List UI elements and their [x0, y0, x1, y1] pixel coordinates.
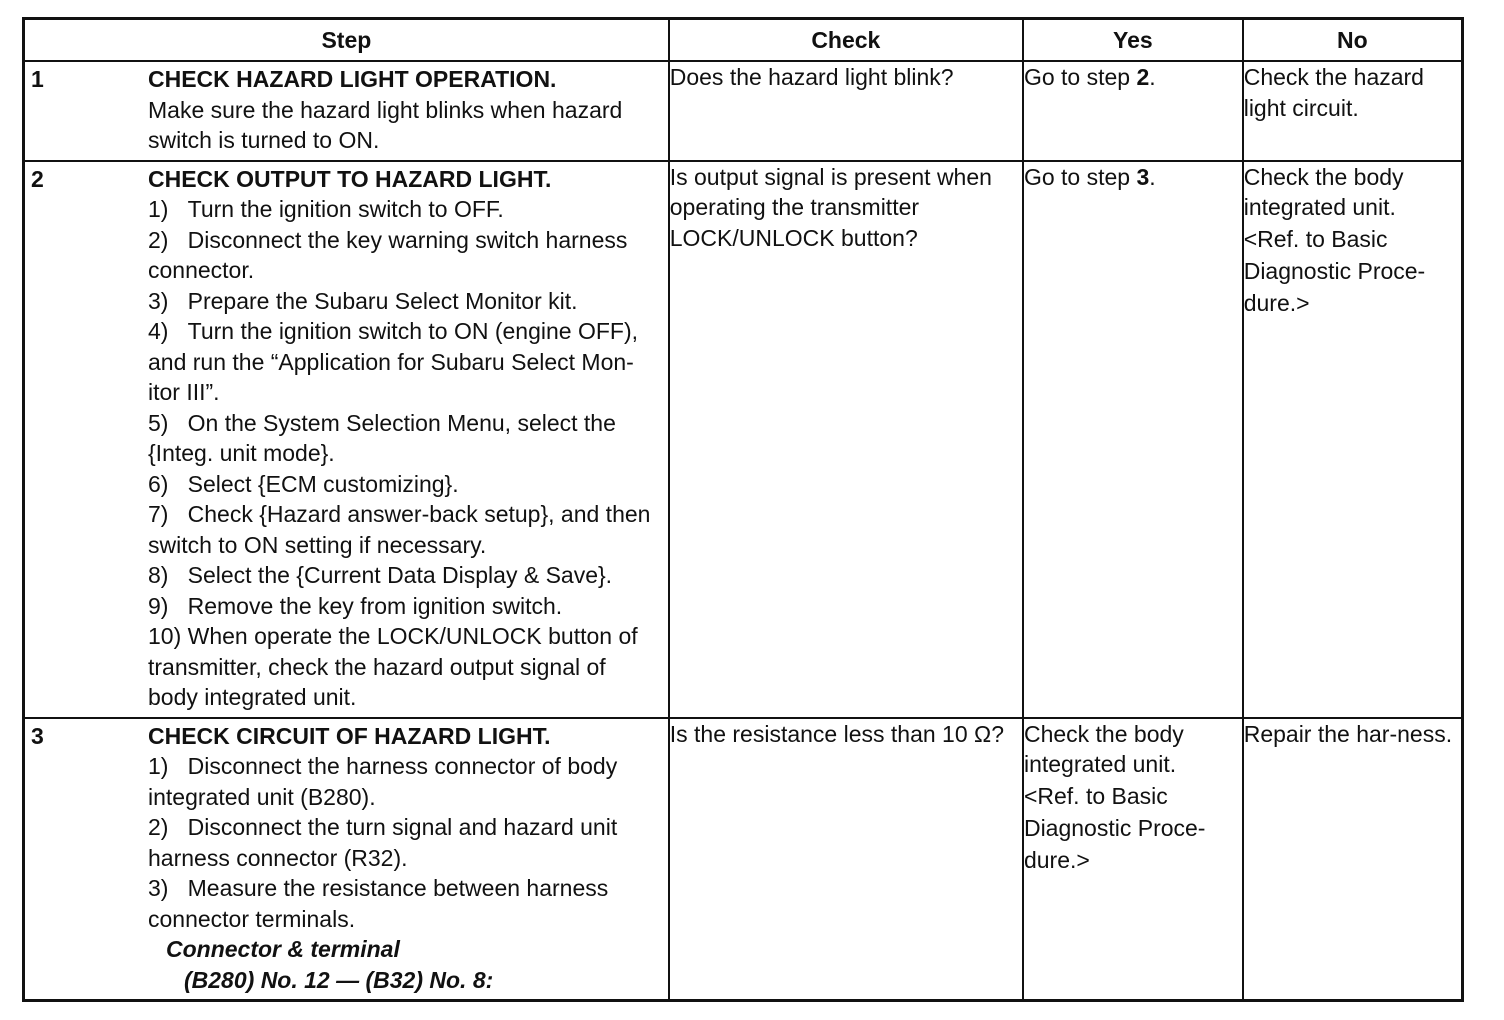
- step-instruction: 1) Disconnect the harness connector of body integrated unit (B280).: [148, 753, 618, 810]
- no-cell: Check the hazard light circuit.: [1243, 61, 1463, 161]
- no-text: Check the body integrated unit.: [1243, 163, 1404, 220]
- step-instruction: 7) Check {Hazard answer-back setup}, and then switch to ON setting if necessary.: [148, 501, 651, 558]
- yes-cell: [1023, 718, 1243, 1001]
- yes-step-ref: 3: [1136, 163, 1150, 190]
- connector-value: (B280) No. 12 — (B32) No. 8:: [184, 966, 494, 993]
- step-instruction: 1) Turn the ignition switch to OFF.: [148, 196, 504, 222]
- table-row: [24, 61, 1463, 161]
- step-number: 1: [31, 66, 44, 92]
- check-cell: Is the resistance less than 10 Ω?: [669, 718, 1023, 1001]
- step-instruction: 2) Disconnect the turn signal and hazard unit harness connector (R32).: [148, 814, 618, 871]
- yes-step-ref: 2: [1136, 64, 1150, 90]
- step-number: 3: [31, 722, 44, 749]
- step-number: 2: [31, 165, 44, 192]
- step-instruction: 4) Turn the ignition switch to ON (engine OFF), and run the “Application for Subaru Select Mon-itor III”.: [148, 318, 638, 405]
- yes-cell: [1023, 161, 1243, 718]
- step-instruction: 2) Disconnect the key warning switch harness connector.: [148, 226, 628, 283]
- table-row: [24, 718, 1463, 1001]
- step-text: Make sure the hazard light blinks when hazard switch is turned to ON.: [148, 96, 623, 153]
- step-instruction: 3) Measure the resistance between harness connector terminals.: [148, 875, 609, 932]
- yes-cell: [1023, 61, 1243, 161]
- step-title: CHECK HAZARD LIGHT OPERATION.: [148, 66, 557, 92]
- check-cell: Does the hazard light blink?: [669, 61, 1023, 161]
- step-title: CHECK OUTPUT TO HAZARD LIGHT.: [148, 165, 552, 192]
- step-instruction: 8) Select the {Current Data Display & Save}.: [148, 562, 613, 588]
- table-row: [24, 161, 1463, 718]
- step-instruction: 6) Select {ECM customizing}.: [148, 470, 459, 497]
- step-instruction: 9) Remove the key from ignition switch.: [148, 592, 563, 619]
- no-reference: <Ref. to Basic Diagnostic Proce-dure.>: [1243, 225, 1426, 316]
- yes-suffix: .: [1149, 64, 1156, 90]
- yes-reference: <Ref. to Basic Diagnostic Proce-dure.>: [1023, 782, 1206, 873]
- check-cell: Is output signal is present when operating the transmitter LOCK/UNLOCK button?: [669, 161, 1023, 718]
- step-title: CHECK CIRCUIT OF HAZARD LIGHT.: [148, 722, 551, 749]
- no-cell: [1243, 161, 1463, 718]
- header-row: [24, 19, 1463, 62]
- header-step: Step: [24, 19, 669, 62]
- step-instruction: 10) When operate the LOCK/UNLOCK button of transmitter, check the hazard output signal of body integrated unit.: [148, 623, 638, 710]
- yes-prefix: Go to step: [1023, 163, 1137, 190]
- header-yes: Yes: [1023, 19, 1243, 62]
- step-cell: [24, 61, 669, 161]
- yes-prefix: Go to step: [1023, 64, 1137, 90]
- step-instruction: 5) On the System Selection Menu, select the {Integ. unit mode}.: [148, 409, 616, 466]
- step-cell: [24, 718, 669, 1001]
- yes-text: Check the body integrated unit.: [1023, 720, 1184, 777]
- header-check: Check: [669, 19, 1023, 62]
- connector-label: Connector & terminal: [166, 936, 400, 962]
- diagnostic-table: [22, 17, 1464, 1002]
- no-cell: Repair the har-ness.: [1243, 718, 1463, 1001]
- step-cell: [24, 161, 669, 718]
- yes-suffix: .: [1149, 163, 1156, 190]
- step-instruction: 3) Prepare the Subaru Select Monitor kit.: [148, 287, 578, 314]
- header-no: No: [1243, 19, 1463, 62]
